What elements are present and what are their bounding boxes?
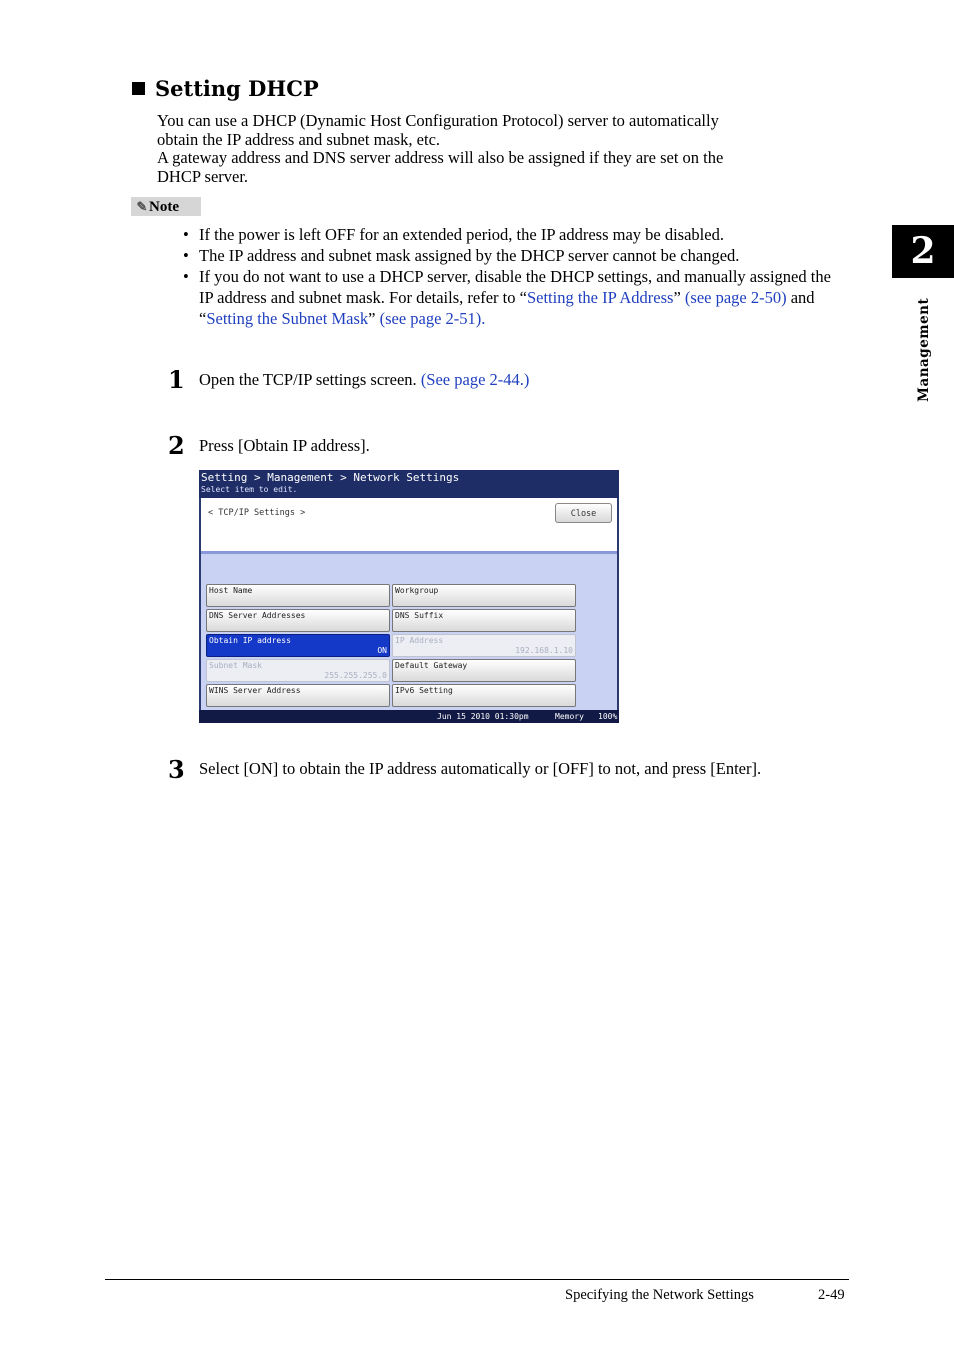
screen-tab-panel — [201, 498, 617, 554]
tab-tcp-ip-settings[interactable]: < TCP/IP Settings > — [208, 508, 306, 518]
link-page-2-51[interactable]: (see page 2-51) — [379, 309, 482, 328]
button-label: WINS Server Address — [209, 686, 301, 695]
screen-body — [201, 498, 617, 710]
step-number: 3 — [168, 755, 185, 784]
chapter-tab: 2 — [892, 225, 954, 278]
status-datetime: Jun 15 2010 01:30pm — [437, 712, 529, 721]
intro-line-1: You can use a DHCP (Dynamic Host Configuration Protocol) server to automatically — [157, 111, 719, 130]
dns-suffix-button[interactable] — [392, 609, 576, 632]
note-text: If you do not want to use a DHCP server, disable the DHCP settings, and manually assigned the IP address and subnet mask. For details, refer to “ — [199, 267, 831, 307]
pencil-icon: ✎ — [136, 199, 148, 214]
status-memory-value: 100% — [598, 712, 618, 721]
step-number: 2 — [168, 431, 185, 460]
step-1-text — [199, 368, 849, 392]
screen-header — [199, 470, 619, 498]
status-memory-label: Memory — [555, 712, 584, 721]
step-text: Open the TCP/IP settings screen. — [199, 370, 421, 389]
step-3-text: Select [ON] to obtain the IP address automatically or [OFF] to not, and press [Enter]. — [199, 759, 762, 778]
step-2-text: Press [Obtain IP address]. — [199, 436, 370, 455]
footer-divider — [105, 1279, 849, 1280]
button-label: IPv6 Setting — [395, 686, 453, 695]
note-text: ” — [673, 288, 685, 307]
link-page-2-44[interactable]: (See page 2-44.) — [420, 370, 530, 389]
note-label: Note — [149, 199, 179, 215]
section-heading — [132, 76, 319, 101]
device-screen — [199, 470, 619, 723]
note-text: ” — [368, 309, 380, 328]
button-label: DNS Suffix — [395, 611, 444, 620]
close-button[interactable]: Close — [555, 503, 612, 523]
wins-server-address-button[interactable] — [206, 684, 390, 707]
chapter-label: Management — [916, 297, 932, 402]
ipv6-setting-button[interactable] — [392, 684, 576, 707]
button-label: DNS Server Addresses — [209, 611, 306, 620]
button-label: IP Address — [395, 636, 444, 645]
note-text: . — [481, 309, 486, 328]
button-value: 255.255.255.0 — [324, 671, 387, 680]
link-page-2-50[interactable]: (see page 2-50) — [684, 288, 787, 307]
note-badge — [131, 197, 201, 216]
footer-title: Specifying the Network Settings — [565, 1287, 754, 1303]
intro-line-3: A gateway address and DNS server address will also be assigned if they are set on the — [157, 148, 724, 167]
note-item — [183, 266, 848, 329]
screen-status-bar — [199, 710, 619, 723]
button-value: 192.168.1.10 — [515, 646, 573, 655]
note-list — [183, 224, 848, 329]
note-text: If the power is left OFF for an extended period, the IP address may be disabled. — [199, 225, 724, 244]
note-text: and “ — [199, 288, 815, 328]
intro-line-2: obtain the IP address and subnet mask, etc. — [157, 129, 441, 149]
button-label: Default Gateway — [395, 661, 468, 670]
default-gateway-button[interactable] — [392, 659, 576, 682]
obtain-ip-address-button[interactable] — [206, 634, 390, 657]
subnet-mask-button — [206, 659, 390, 682]
note-text: The IP address and subnet mask assigned by the DHCP server cannot be changed. — [199, 246, 740, 265]
link-setting-subnet-mask[interactable]: Setting the Subnet Mask — [206, 309, 369, 328]
intro-line-4: DHCP server. — [157, 166, 249, 186]
screen-breadcrumb: Setting > Management > Network Settings — [201, 471, 460, 484]
note-item — [183, 224, 848, 245]
section-title: Setting DHCP — [155, 76, 319, 101]
host-name-button[interactable] — [206, 584, 390, 607]
square-bullet-icon — [132, 82, 145, 95]
button-value: ON — [377, 646, 387, 655]
button-label: Host Name — [209, 586, 253, 595]
link-setting-ip-address[interactable]: Setting the IP Address — [526, 288, 674, 307]
dns-server-addresses-button[interactable] — [206, 609, 390, 632]
screen-hint: Select item to edit. — [201, 485, 298, 494]
button-label: Obtain IP address — [209, 636, 291, 645]
note-item — [183, 245, 848, 266]
ip-address-button — [392, 634, 576, 657]
button-label: Subnet Mask — [209, 661, 262, 670]
workgroup-button[interactable] — [392, 584, 576, 607]
step-number: 1 — [168, 365, 185, 394]
button-label: Workgroup — [395, 586, 439, 595]
page-number: 2-49 — [818, 1287, 845, 1303]
